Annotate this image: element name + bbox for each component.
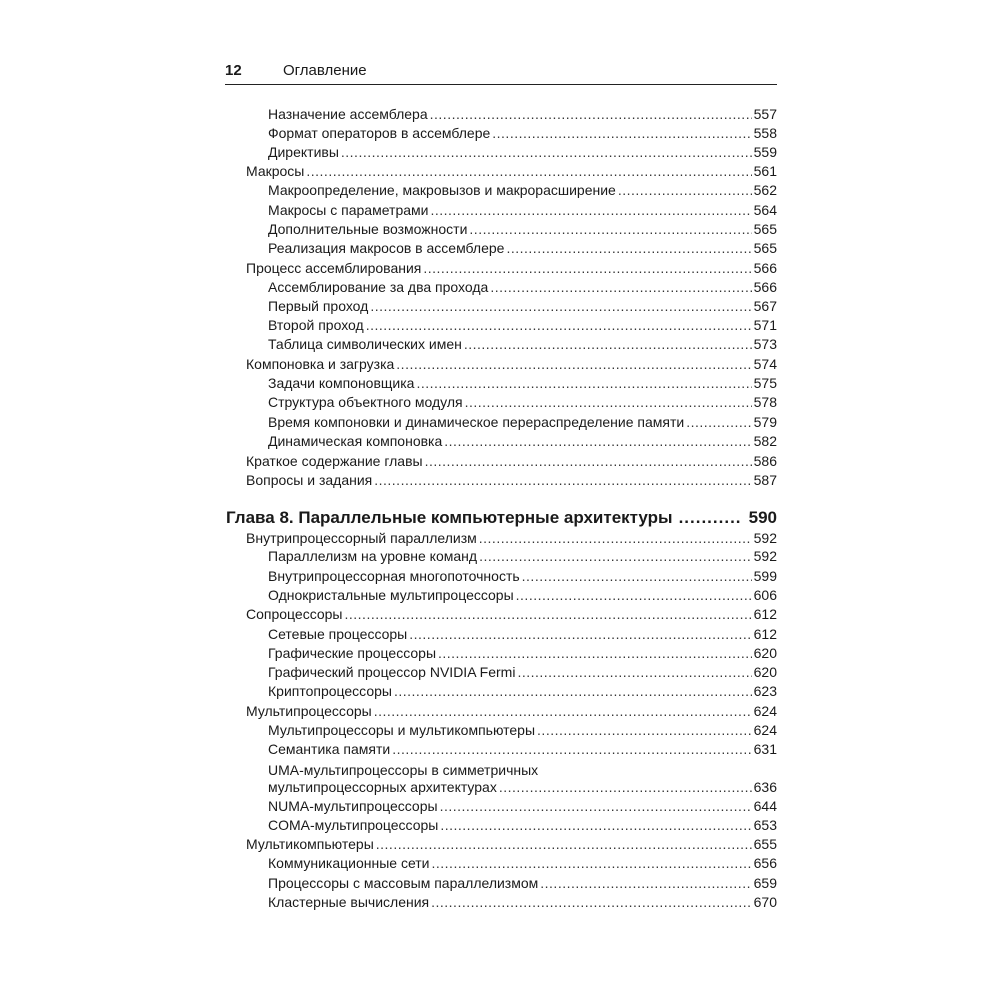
toc-entry[interactable]: Внутрипроцессорная многопоточность ..... 599 bbox=[268, 567, 777, 585]
toc-entry[interactable]: Компоновка и загрузка ..... 574 bbox=[246, 355, 777, 373]
toc-entry[interactable]: Графические процессоры ..... 620 bbox=[268, 644, 777, 662]
toc-entry[interactable]: Макросы ..... 561 bbox=[246, 162, 777, 180]
toc-entry[interactable]: Ассемблирование за два прохода ..... 566 bbox=[268, 278, 777, 296]
toc-entry[interactable]: мультипроцессорных архитектурах ..... 636 bbox=[268, 778, 777, 796]
toc-entry[interactable]: Кластерные вычисления ..... 670 bbox=[268, 893, 777, 911]
toc-entry[interactable]: Директивы ..... 559 bbox=[268, 143, 777, 161]
toc-entry[interactable]: Время компоновки и динамическое перераспределение памяти ..... 579 bbox=[268, 413, 777, 431]
toc-entry[interactable]: Параллелизм на уровне команд ..... 592 bbox=[268, 547, 777, 565]
toc-entry-line1[interactable]: UMA-мультипроцессоры в симметричных bbox=[268, 762, 539, 778]
toc-entry[interactable]: Второй проход ..... 571 bbox=[268, 316, 777, 334]
toc-entry[interactable]: Таблица символических имен ..... 573 bbox=[268, 335, 777, 353]
toc-entry[interactable]: Макроопределение, макровызов и макрорасширение ..... 562 bbox=[268, 181, 777, 199]
toc-entry[interactable]: Мультипроцессоры ..... 624 bbox=[246, 702, 777, 720]
page-number: 12 bbox=[225, 62, 242, 79]
toc-entry[interactable]: NUMA-мультипроцессоры ..... 644 bbox=[268, 797, 777, 815]
toc-entry[interactable]: Макросы с параметрами ..... 564 bbox=[268, 201, 777, 219]
toc-entry[interactable]: Криптопроцессоры ..... 623 bbox=[268, 682, 777, 700]
chapter-heading[interactable]: Глава 8. Параллельные компьютерные архитектуры ..... 590 bbox=[226, 507, 777, 529]
toc-entry[interactable]: Внутрипроцессорный параллелизм ..... 592 bbox=[246, 529, 777, 547]
toc-entry[interactable]: Коммуникационные сети ..... 656 bbox=[268, 854, 777, 872]
toc-entry[interactable]: COMA-мультипроцессоры ..... 653 bbox=[268, 816, 777, 834]
toc-entry[interactable]: Реализация макросов в ассемблере ..... 565 bbox=[268, 239, 777, 257]
toc-entry[interactable]: Процесс ассемблирования ..... 566 bbox=[246, 259, 777, 277]
toc-entry[interactable]: Мультикомпьютеры ..... 655 bbox=[246, 835, 777, 853]
running-head: Оглавление bbox=[283, 62, 367, 79]
toc-entry[interactable]: Однокристальные мультипроцессоры ..... 606 bbox=[268, 586, 777, 604]
toc-entry[interactable]: Процессоры с массовым параллелизмом ..... 659 bbox=[268, 874, 777, 892]
toc-entry[interactable]: Вопросы и задания ..... 587 bbox=[246, 471, 777, 489]
toc-entry[interactable]: Первый проход ..... 567 bbox=[268, 297, 777, 315]
toc-entry[interactable]: Структура объектного модуля ..... 578 bbox=[268, 393, 777, 411]
toc-entry[interactable]: Назначение ассемблера ..... 557 bbox=[268, 105, 777, 123]
toc-entry[interactable]: Сетевые процессоры ..... 612 bbox=[268, 625, 777, 643]
toc-entry[interactable]: Графический процессор NVIDIA Fermi ..... 620 bbox=[268, 663, 777, 681]
toc-entry[interactable]: Динамическая компоновка ..... 582 bbox=[268, 432, 777, 450]
toc-entry[interactable]: Мультипроцессоры и мультикомпьютеры ..... 624 bbox=[268, 721, 777, 739]
toc-entry[interactable]: Формат операторов в ассемблере ..... 558 bbox=[268, 124, 777, 142]
toc-entry[interactable]: Семантика памяти ..... 631 bbox=[268, 740, 777, 758]
toc-entry[interactable]: Дополнительные возможности ..... 565 bbox=[268, 220, 777, 238]
toc-entry[interactable]: Краткое содержание главы ..... 586 bbox=[246, 452, 777, 470]
toc-entry[interactable]: Задачи компоновщика ..... 575 bbox=[268, 374, 777, 392]
toc-entry[interactable]: Сопроцессоры ..... 612 bbox=[246, 605, 777, 623]
